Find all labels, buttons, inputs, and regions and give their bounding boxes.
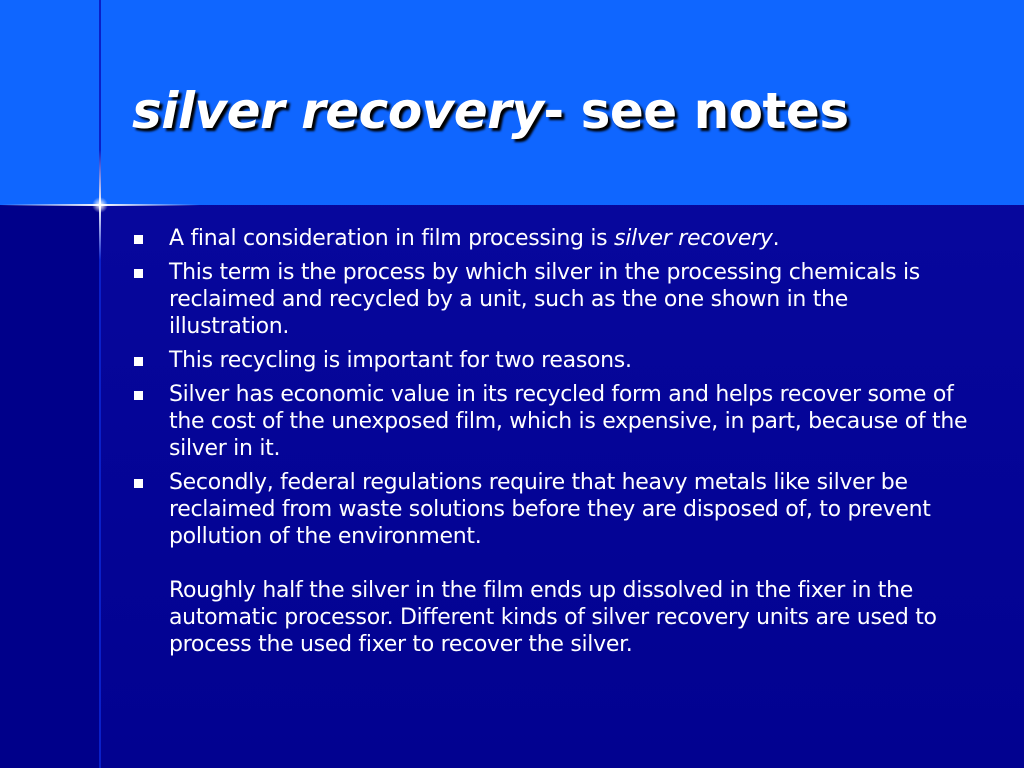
bullet-text-italic: silver recovery (614, 226, 773, 251)
square-bullet-icon (134, 269, 143, 278)
bullet-item (132, 259, 972, 340)
bullet-item (132, 381, 972, 462)
square-bullet-icon (134, 391, 143, 400)
square-bullet-icon (134, 235, 143, 244)
bullet-item (132, 469, 972, 658)
slide-title-italic: silver recovery (132, 82, 544, 140)
left-panel (0, 205, 100, 768)
bullet-item (132, 225, 972, 252)
bullet-list (132, 225, 972, 665)
bullet-item (132, 347, 972, 374)
square-bullet-icon (134, 479, 143, 488)
bullet-text (169, 225, 972, 252)
slide-title-rest: - see notes (543, 82, 849, 140)
square-bullet-icon (134, 357, 143, 366)
vertical-rule (99, 0, 101, 768)
slide-title (132, 82, 849, 140)
sparkle-icon (92, 197, 108, 213)
bullet-continuation-text: Roughly half the silver in the film ends up dissolved in the fixer in the automatic processor. Different kinds of silver recovery units are used to process the used fixer to recover the silver. (169, 578, 937, 657)
bullet-text-part: . (772, 226, 780, 251)
bullet-text: Silver has economic value in its recycled form and helps recover some of the cost of the unexposed film, which is expensive, in part, because of the silver in it. (169, 382, 968, 461)
bullet-text: This recycling is important for two reasons. (169, 348, 632, 373)
bullet-text: This term is the process by which silver in the processing chemicals is reclaimed and recycled by a unit, such as the one shown in the illustration. (169, 260, 920, 339)
bullet-text-part: A final consideration in film processing is (169, 226, 615, 251)
bullet-text: Secondly, federal regulations require that heavy metals like silver be reclaimed from waste solutions before they are disposed of, to prevent pollution of the environment. (169, 470, 931, 549)
